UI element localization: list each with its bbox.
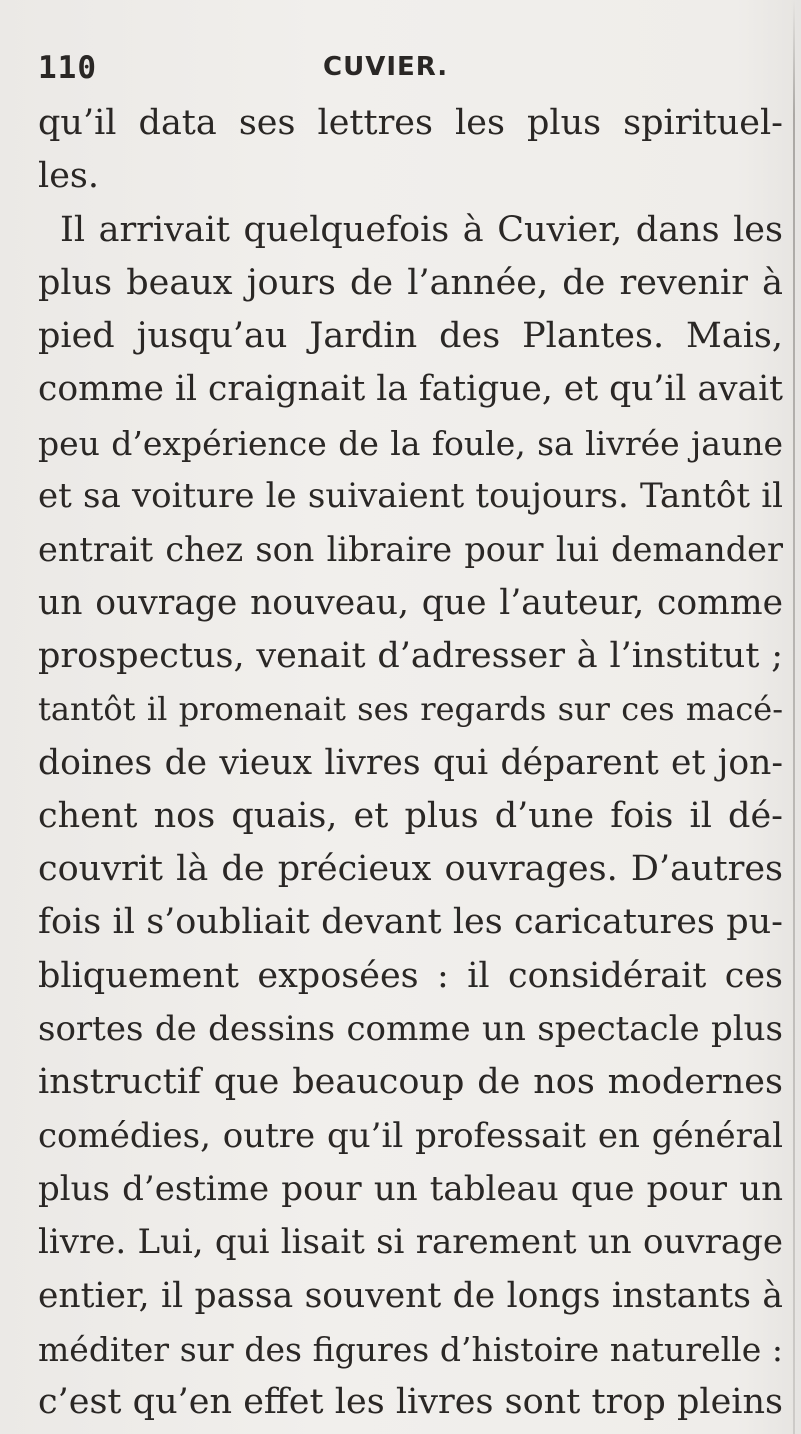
- text-line: méditer sur des figures d’histoire naturelle :: [38, 1329, 783, 1369]
- text-line: un ouvrage nouveau, que l’auteur, comme: [38, 582, 783, 623]
- body-text: [38, 97, 783, 1429]
- text-line: tantôt il promenait ses regards sur ces macé-: [38, 690, 783, 729]
- text-line: livre. Lui, qui lisait si rarement un ouvrage: [38, 1222, 783, 1263]
- text-line: qu’il data ses lettres les plus spirituel-: [38, 103, 783, 143]
- text-line: peu d’expérience de la foule, sa livrée jaune: [38, 423, 783, 463]
- text-line: fois il s’oubliait devant les caricatures pu-: [38, 902, 783, 943]
- running-head: CUVIER.: [323, 52, 449, 82]
- page-header: [38, 50, 758, 90]
- text-line: pied jusqu’au Jardin des Plantes. Mais,: [38, 316, 783, 357]
- text-line: plus d’estime pour un tableau que pour un: [38, 1168, 783, 1209]
- text-line: comédies, outre qu’il professait en général: [38, 1115, 783, 1156]
- text-line: instructif que beaucoup de nos modernes: [38, 1062, 783, 1103]
- text-line: comme il craignait la fatigue, et qu’il avait: [38, 369, 783, 410]
- text-line: prospectus, venait d’adresser à l’institut ;: [38, 635, 783, 676]
- page-number: 110: [38, 50, 97, 86]
- text-line: bliquement exposées : il considérait ces: [38, 955, 783, 996]
- text-line: et sa voiture le suivaient toujours. Tantôt il: [38, 476, 783, 517]
- text-line: couvrit là de précieux ouvrages. D’autres: [38, 849, 783, 890]
- text-line: plus beaux jours de l’année, de revenir à: [38, 262, 783, 303]
- text-line: les.: [38, 156, 99, 197]
- text-line: entrait chez son libraire pour lui demander: [38, 530, 783, 570]
- text-line: entier, il passa souvent de longs instants à: [38, 1275, 783, 1316]
- text-line: c’est qu’en effet les livres sont trop pleins: [38, 1382, 783, 1423]
- text-line: doines de vieux livres qui déparent et jon-: [38, 742, 783, 783]
- paragraph-first-line: Il arrivait quelquefois à Cuvier, dans les: [60, 209, 783, 250]
- page-edge-shadow: [793, 0, 795, 1434]
- text-line: sortes de dessins comme un spectacle plus: [38, 1009, 783, 1050]
- text-line: chent nos quais, et plus d’une fois il dé-: [38, 795, 783, 836]
